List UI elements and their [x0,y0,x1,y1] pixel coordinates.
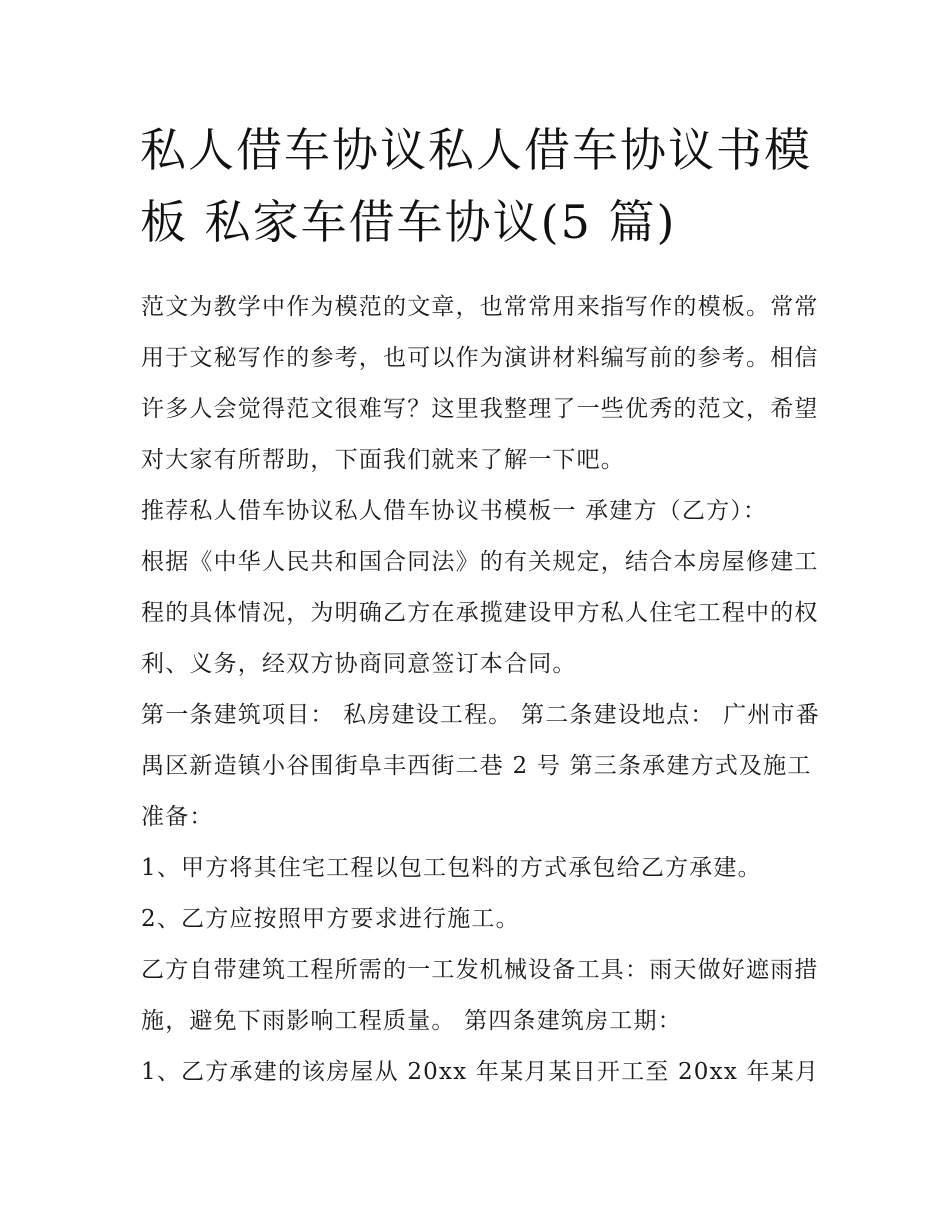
paragraph-legal-basis: 根据《中华人民共和国合同法》的有关规定，结合本房屋修建工程的具体情况，为明确乙方在承揽建设甲方私人住宅工程中的权利、义务，经双方协商同意签订本合同。 [141,549,819,677]
paragraph-recommend: 推荐私人借车协议私人借车协议书模板一 承建方（乙方）： [141,498,768,524]
paragraph-schedule-item-1: 1、乙方承建的该房屋从 20xx 年某月某日开工至 20xx 年某月 [141,1059,820,1085]
paragraph-item-2: 2、乙方应按照甲方要求进行施工。 [141,906,520,932]
paragraph-intro: 范文为教学中作为模范的文章，也常常用来指写作的模板。常常用于文秘写作的参考，也可以作为演讲材料编写前的参考。相信许多人会觉得范文很难写？这里我整理了一些优秀的范文，希望对大家有所帮助，下面我们就来了解一下吧。 [141,294,819,473]
document-body [141,282,821,1098]
paragraph-equipment: 乙方自带建筑工程所需的一工发机械设备工具：雨天做好遮雨措施，避免下雨影响工程质量。 第四条建筑房工期： [141,957,819,1034]
paragraph-item-1: 1、甲方将其住宅工程以包工包料的方式承包给乙方承建。 [141,855,762,881]
document-title: 私人借车协议私人借车协议书模板 私家车借车协议(5 篇) [140,123,812,249]
paragraph-articles-1-3: 第一条建筑项目： 私房建设工程。 第二条建设地点： 广州市番禺区新造镇小谷围街阜丰西街二巷 2 号 第三条承建方式及施工准备： [141,702,820,830]
